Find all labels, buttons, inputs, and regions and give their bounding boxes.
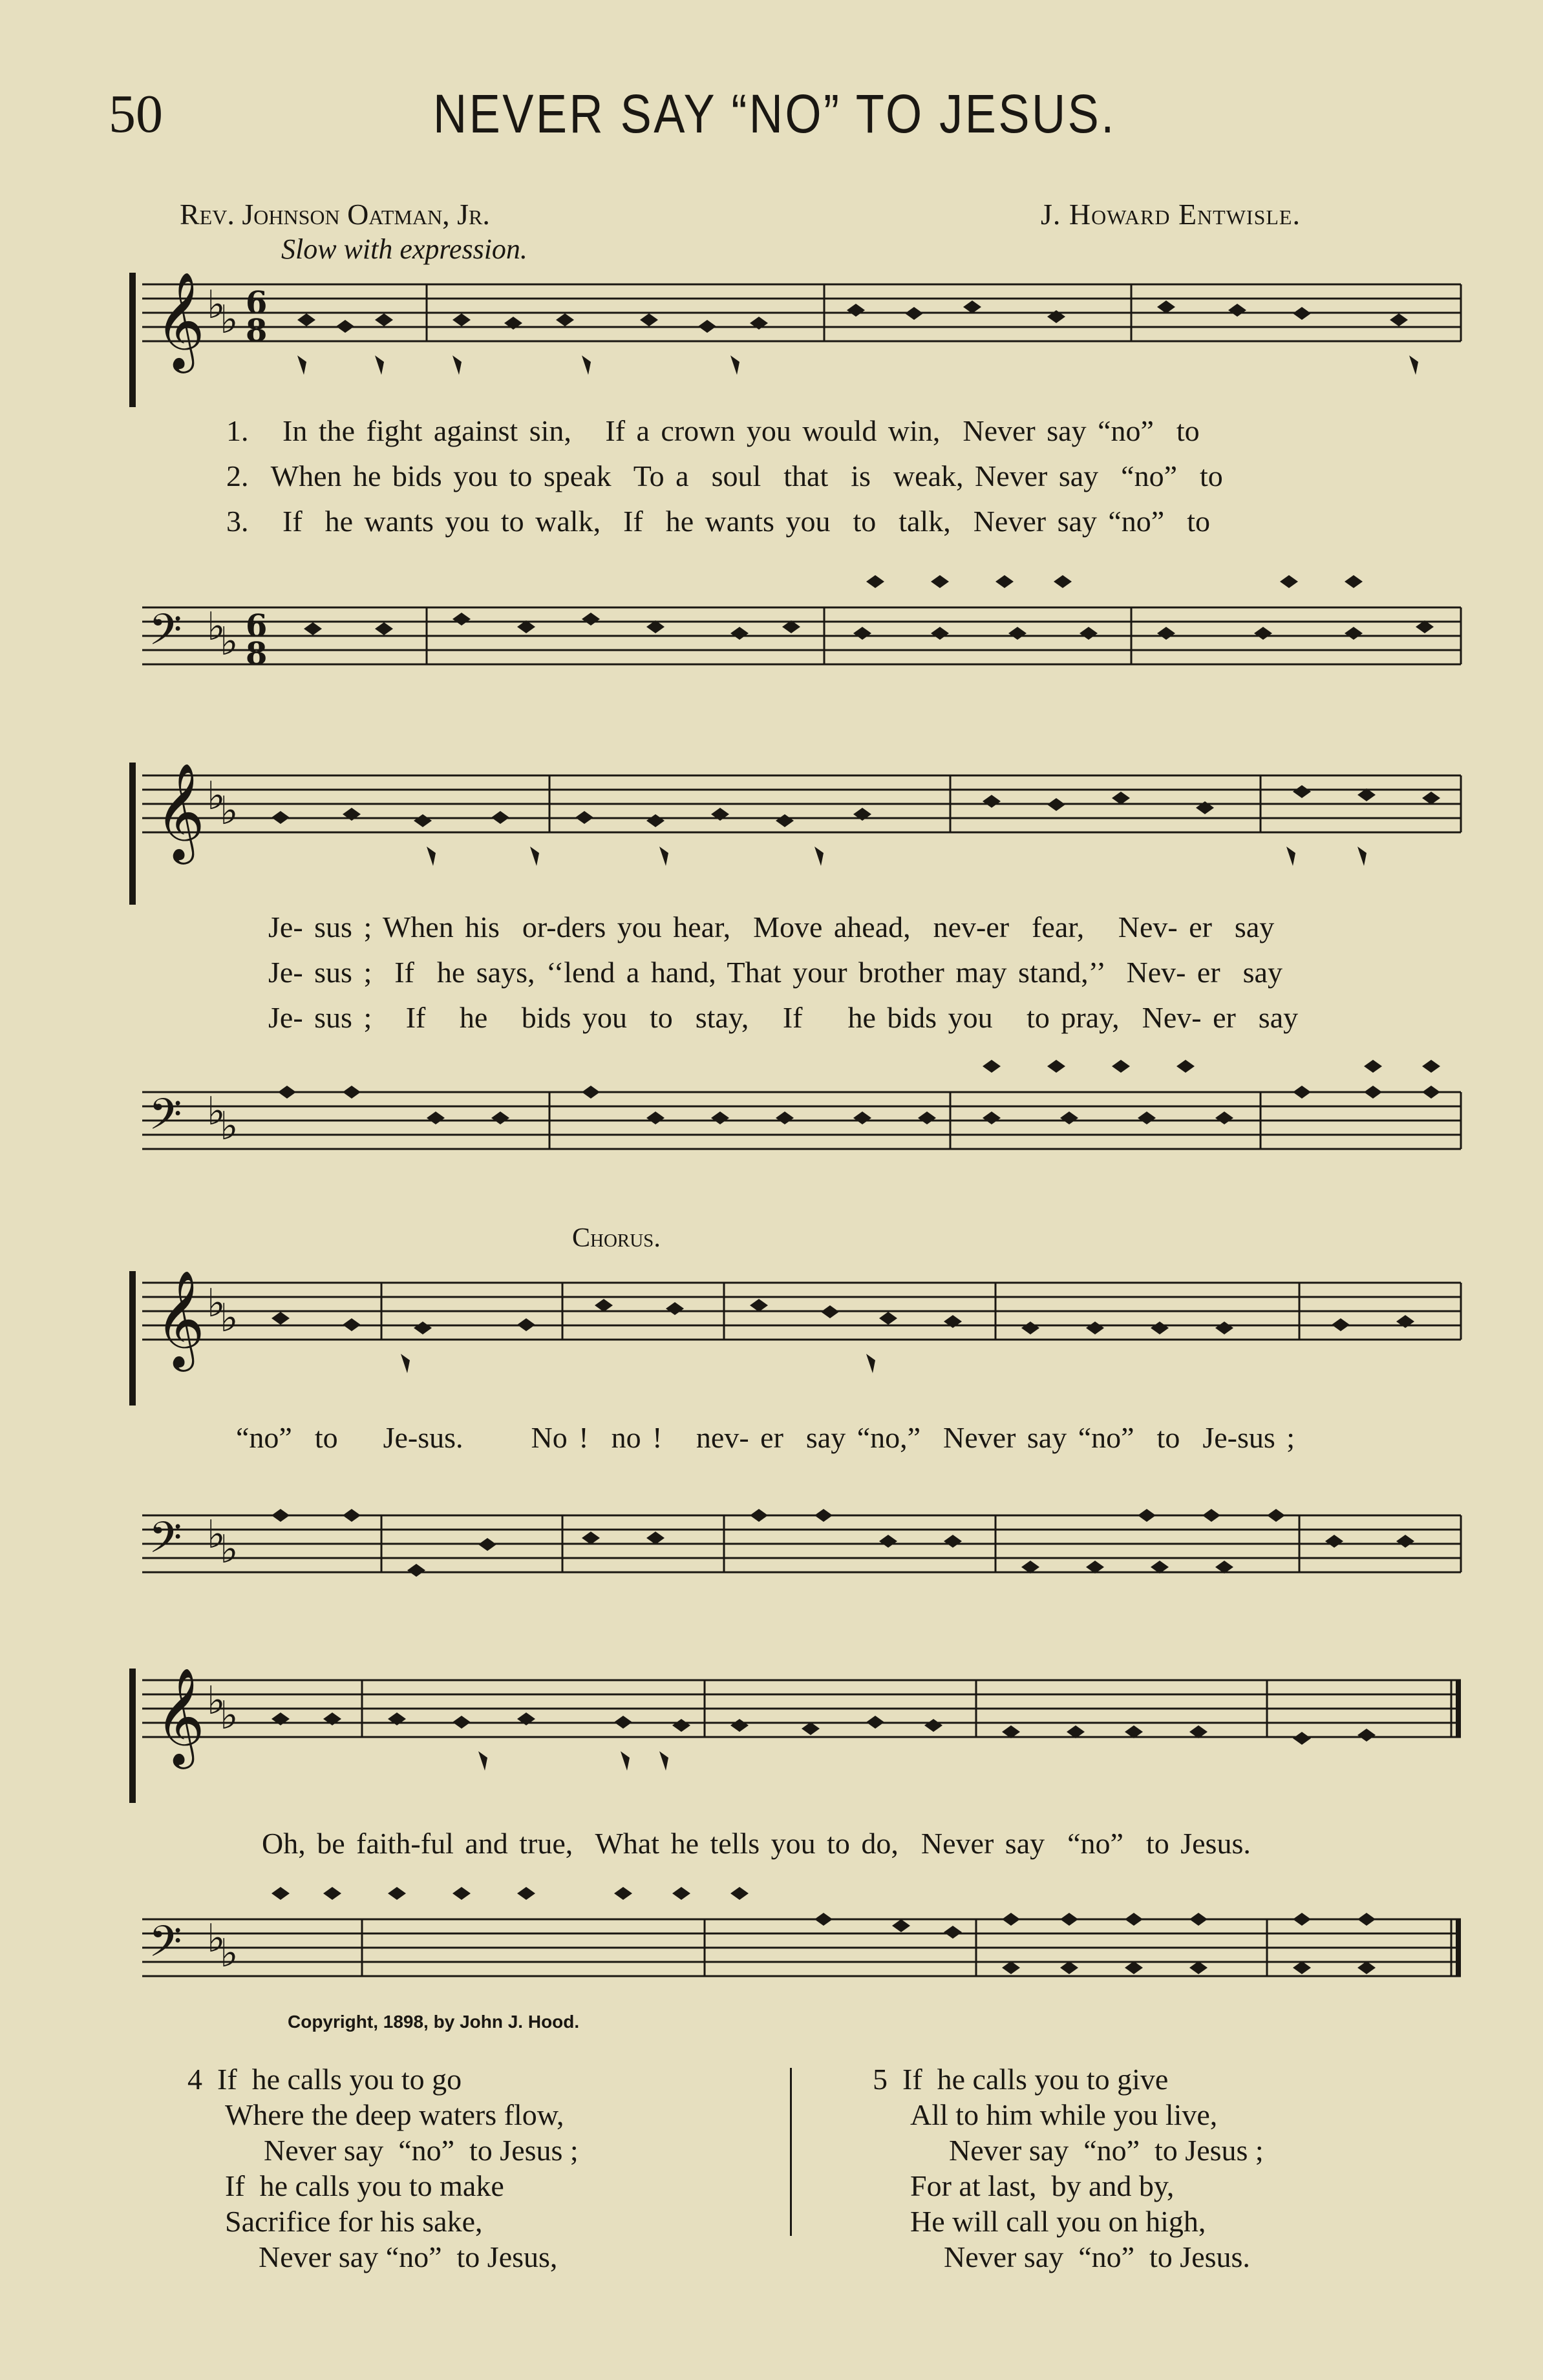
svg-text:♭: ♭ [220,1931,239,1976]
system-1-treble-staff [129,258,1474,407]
lyricist-credit: Rev. Johnson Oatman, Jr. [180,198,490,231]
svg-text:♭: ♭ [207,774,226,819]
stanza-4-number: 4 [187,2063,202,2096]
svg-text:𝄢: 𝄢 [149,1090,182,1150]
composer-credit: J. Howard Entwisle. [1041,198,1301,231]
system-1-bass-staff [129,556,1474,698]
stanza-4 [187,2061,579,2275]
system-4-treble-staff [129,1654,1474,1803]
system-2-treble-staff [129,750,1474,905]
svg-text:𝄞: 𝄞 [155,271,205,369]
svg-text:♭: ♭ [220,1296,239,1341]
stanza-divider [790,2068,792,2236]
stanza-5-line-6: Never say “no” to Jesus. [944,2240,1250,2273]
svg-text:♭: ♭ [220,619,239,664]
copyright-notice: Copyright, 1898, by John J. Hood. [288,2012,580,2032]
svg-text:♭: ♭ [220,1527,239,1572]
stanza-5-number: 5 [873,2063,888,2096]
stanza-4-line-1: 4 If he calls you to go [187,2063,462,2096]
page-number: 50 [109,84,163,144]
svg-text:♭: ♭ [220,297,239,342]
svg-text:♭: ♭ [207,604,226,649]
chorus-bass-staff [129,1464,1474,1612]
system-2-lyric-verse-3: Je- sus ; If he bids you to stay, If he bids you to pray, Nev- er say [268,1001,1299,1034]
svg-text:𝄢: 𝄢 [149,605,182,665]
svg-text:♭: ♭ [207,1678,226,1723]
svg-text:𝄢: 𝄢 [149,1513,182,1573]
system-2-lyric-verse-1: Je- sus ; When his or-ders you hear, Move ahead, nev-er fear, Nev- er say [268,911,1275,943]
svg-text:𝄢: 𝄢 [149,1917,182,1977]
tempo-marking: Slow with expression. [281,233,527,265]
stanza-4-line-6: Never say “no” to Jesus, [259,2240,558,2273]
svg-text:♭: ♭ [207,1916,226,1961]
svg-text:♭: ♭ [207,1089,226,1134]
system-4-lyric: Oh, be faith-ful and true, What he tells you to do, Never say “no” to Jesus. [262,1827,1251,1860]
system-2-lyric-verse-2: Je- sus ; If he says, ‘‘lend a hand, That your brother may stand,’’ Nev- er say [268,956,1282,989]
system-1-lyric-verse-3: 3. If he wants you to walk, If he wants you to talk, Never say “no” to [226,505,1211,538]
svg-text:♭: ♭ [220,788,239,834]
stanza-5 [873,2061,1264,2275]
svg-text:♭: ♭ [207,1512,226,1557]
chorus-label: Chorus. [572,1223,661,1253]
stanza-4-line-3: Never say “no” to Jesus ; [264,2134,579,2167]
page-title: NEVER SAY “NO” TO JESUS. [433,83,1116,144]
svg-text:♭: ♭ [220,1693,239,1738]
system-1-lyric-verse-2: 2. When he bids you to speak To a soul that is weak, Never say “no” to [226,459,1223,492]
svg-text:𝄞: 𝄞 [155,1667,205,1765]
stanza-5-line-5: He will call you on high, [910,2205,1206,2238]
stanza-4-line-2: Where the deep waters flow, [225,2098,564,2131]
svg-text:6: 6 [246,608,268,644]
svg-text:♭: ♭ [207,282,226,328]
svg-text:8: 8 [246,313,268,349]
stanza-5-line-2: All to him while you live, [910,2098,1218,2131]
stanza-4-line-5: Sacrifice for his sake, [225,2205,483,2238]
stanza-5-line-3: Never say “no” to Jesus ; [949,2134,1264,2167]
svg-text:𝄞: 𝄞 [155,1269,205,1367]
svg-text:♭: ♭ [207,1281,226,1326]
stanza-4-line-4: If he calls you to make [225,2169,504,2202]
stanza-5-line-1: 5 If he calls you to give [873,2063,1169,2096]
system-2-bass-staff [129,1040,1474,1183]
svg-text:6: 6 [246,285,268,321]
svg-text:𝄞: 𝄞 [155,762,205,860]
chorus-lyric: “no” to Je-sus. No ! no ! nev- er say “no,” Never say “no” to Je-sus ; [236,1421,1295,1454]
system-4-bass-staff [129,1868,1474,2010]
svg-text:8: 8 [246,636,268,672]
chorus-treble-staff [129,1257,1474,1406]
svg-text:♭: ♭ [220,1104,239,1149]
stanza-5-line-4: For at last, by and by, [910,2169,1175,2202]
system-1-lyric-verse-1: 1. In the fight against sin, If a crown you would win, Never say “no” to [226,414,1200,447]
